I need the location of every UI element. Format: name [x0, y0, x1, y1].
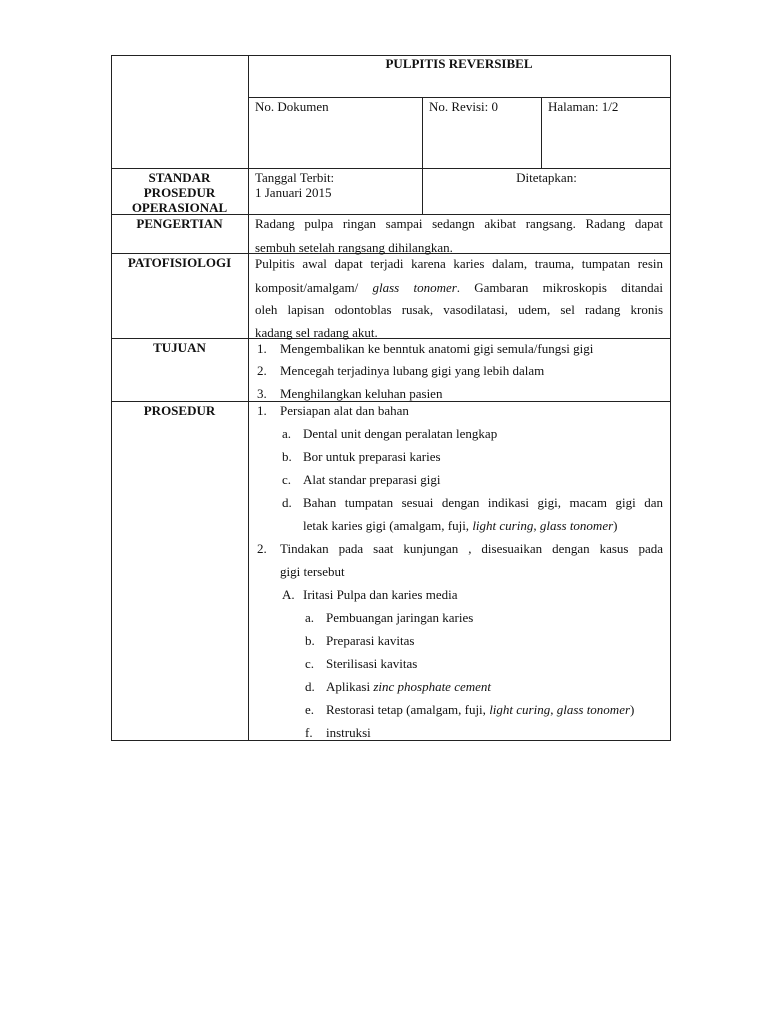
- tujuan-item-num: 3.: [257, 386, 267, 401]
- pengertian-text-line1: Radang pulpa ringan sampai sedangn akibat rangsang. Radang dapat: [255, 216, 663, 231]
- sub-d-line2-part1: letak karies gigi (amalgam, fuji,: [303, 518, 473, 533]
- section-a-item-text: Preparasi kavitas: [326, 633, 415, 648]
- item-e-part1: Restorasi tetap (amalgam, fuji,: [326, 702, 490, 717]
- section-a-item-num: f.: [305, 725, 313, 740]
- patofisiologi-text-line2: [255, 280, 663, 295]
- table-border-right: [670, 55, 671, 741]
- tujuan-item-num: 1.: [257, 341, 267, 356]
- section-a-item-e-text: [326, 702, 634, 717]
- prosedur-step2-line1: Tindakan pada saat kunjungan , disesuaikan dengan kasus pada: [280, 541, 663, 556]
- page-label: Halaman: 1/2: [548, 99, 619, 114]
- tujuan-label: TUJUAN: [153, 340, 206, 355]
- patofisiologi-text-line4: kadang sel radang akut.: [255, 325, 378, 340]
- section-a-item-num: d.: [305, 679, 315, 694]
- section-a-item-num: e.: [305, 702, 315, 717]
- patofisiologi-line2-part1: komposit/amalgam/: [255, 280, 373, 295]
- column-divider: [248, 55, 249, 741]
- item-d-italic: zinc phosphate cement: [373, 679, 492, 694]
- section-a-item-num: b.: [305, 633, 315, 648]
- section-a-item-text: Pembuangan jaringan karies: [326, 610, 474, 625]
- section-a-item-d-text: [326, 679, 491, 694]
- prosedur-sub-d-line1: Bahan tumpatan sesuai dengan indikasi gigi, macam gigi dan: [303, 495, 663, 510]
- issue-date-value: 1 Januari 2015: [255, 185, 332, 200]
- prosedur-step-num: 2.: [257, 541, 267, 556]
- prosedur-sub-num: b.: [282, 449, 292, 464]
- table-border-bottom: [111, 740, 671, 741]
- prosedur-sub-text: Dental unit dengan peralatan lengkap: [303, 426, 498, 441]
- prosedur-step-num: 1.: [257, 403, 267, 418]
- tujuan-item-text: Menghilangkan keluhan pasien: [280, 386, 443, 401]
- pengertian-text-line2: sembuh setelah rangsang dihilangkan.: [255, 240, 453, 255]
- prosedur-step-text: Persiapan alat dan bahan: [280, 403, 409, 418]
- page-divider: [541, 97, 542, 169]
- item-e-part3: ,: [550, 702, 557, 717]
- tujuan-item-text: Mencegah terjadinya lubang gigi yang lebih dalam: [280, 363, 545, 378]
- table-border-left: [111, 55, 112, 741]
- sop-title-line1: STANDAR: [148, 170, 211, 185]
- prosedur-sub-num: c.: [282, 472, 292, 487]
- patofisiologi-label: PATOFISIOLOGI: [127, 255, 232, 270]
- section-a-text: Iritasi Pulpa dan karies media: [303, 587, 458, 602]
- document-number-label: No. Dokumen: [255, 99, 329, 114]
- approved-label: Ditetapkan:: [516, 170, 577, 185]
- prosedur-sub-num: d.: [282, 495, 292, 510]
- header-divider: [111, 168, 671, 169]
- section-a-num: A.: [282, 587, 295, 602]
- pengertian-label: PENGERTIAN: [136, 216, 223, 231]
- prosedur-sub-num: a.: [282, 426, 292, 441]
- sub-d-line2-part5: ): [613, 518, 618, 533]
- section-a-item-text: instruksi: [326, 725, 371, 740]
- sop-title-line2: PROSEDUR: [143, 185, 216, 200]
- prosedur-sub-d-line2: [303, 518, 618, 533]
- prosedur-label: PROSEDUR: [143, 403, 216, 418]
- revision-divider: [422, 97, 423, 215]
- issue-date-label: Tanggal Terbit:: [255, 170, 335, 185]
- sop-title-line3: OPERASIONAL: [131, 200, 228, 215]
- sub-d-line2-italic2: glass tonomer: [539, 518, 614, 533]
- sub-d-line2-part3: ,: [533, 518, 540, 533]
- prosedur-sub-text: Alat standar preparasi gigi: [303, 472, 441, 487]
- tujuan-item-text: Mengembalikan ke benntuk anatomi gigi semula/fungsi gigi: [280, 341, 594, 356]
- patofisiologi-line2-part3: . Gambaran mikroskopis ditandai: [456, 280, 663, 295]
- document-title: PULPITIS REVERSIBEL: [385, 56, 533, 71]
- section-a-item-num: c.: [305, 656, 315, 671]
- prosedur-sub-text: Bor untuk preparasi karies: [303, 449, 441, 464]
- patofisiologi-text-line3: oleh lapisan odontoblas rusak, vasodilatasi, udem, sel radang kronis: [255, 302, 663, 317]
- patofisiologi-text-line1: Pulpitis awal dapat terjadi karena karies dalam, trauma, tumpatan resin: [255, 256, 663, 271]
- prosedur-step2-line2: gigi tersebut: [280, 564, 345, 579]
- item-e-italic2: glass tonomer: [556, 702, 631, 717]
- item-e-italic1: light curing: [489, 702, 551, 717]
- section-a-item-num: a.: [305, 610, 315, 625]
- prosedur-top-line: [111, 401, 671, 402]
- sub-d-line2-italic1: light curing: [472, 518, 534, 533]
- patofisiologi-line2-italic: glass tonomer: [372, 280, 457, 295]
- title-divider: [248, 97, 671, 98]
- tujuan-item-num: 2.: [257, 363, 267, 378]
- revision-label: No. Revisi: 0: [429, 99, 498, 114]
- item-e-part5: ): [630, 702, 635, 717]
- item-d-part1: Aplikasi: [326, 679, 374, 694]
- section-a-item-text: Sterilisasi kavitas: [326, 656, 418, 671]
- tujuan-top-line: [111, 338, 671, 339]
